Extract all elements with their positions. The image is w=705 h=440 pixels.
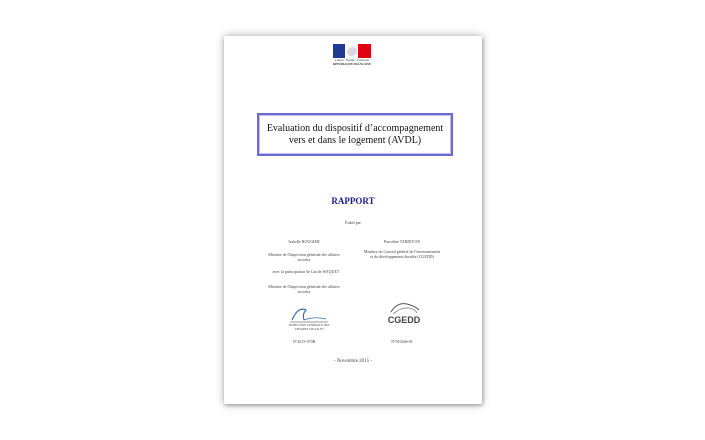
participation-desc: Membre de l'Inspection générale des affaires sociales [268,284,340,294]
report-title-box [257,113,453,156]
author-left-name: Isabelle ROUGIER [288,239,320,244]
report-cover-page [224,36,482,404]
report-ref-left: N°2015-070R [292,339,316,344]
author-left-desc: Membre de l'Inspection générale des affaires sociales [268,252,340,262]
logo-motto: Liberté • Égalité • Fraternité [335,58,369,62]
french-flag-icon [333,44,371,58]
report-ref-right: N°010266-01 [391,339,413,344]
report-date: - Novembre 2015 - [333,359,373,364]
marianne-logo [330,44,374,66]
igas-emblem-icon [284,304,334,324]
report-label: RAPPORT [331,196,375,206]
cgedd-wordmark: CGEDD [387,315,421,325]
logo-republic: RÉPUBLIQUE FRANÇAISE [332,62,372,66]
author-right-name: Pascaline TARDIVON [383,239,421,244]
report-title-line2: vers et dans le logement (AVDL) [288,134,422,146]
igas-logo [284,304,334,332]
igas-caption: INSPECTION GÉNÉRALE DES AFFAIRES SOCIALES [288,323,330,331]
participation-note: avec la participation de Carole WAQUET [272,269,340,274]
established-by: Établi par [345,220,361,225]
cgedd-logo [379,300,429,334]
report-title-line1: Evaluation du dispositif d’accompagnement [266,122,444,134]
author-right-desc: Membre du Conseil général de l'environnement et du développement durable (CGEDD) [363,249,441,259]
cgedd-emblem-icon [379,300,429,316]
